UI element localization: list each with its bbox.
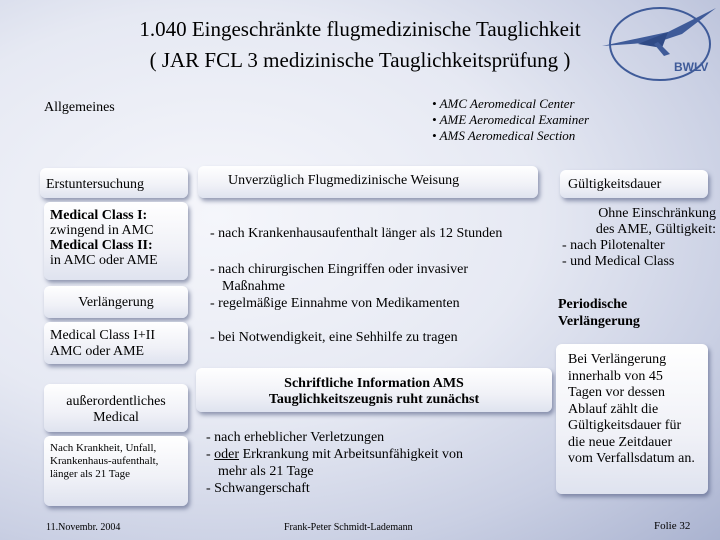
periodic-renewal-label: Periodische Verlängerung [558,297,640,329]
bwlv-logo [598,2,718,84]
instruction-box [198,166,538,198]
logo-text: BWLV [674,60,709,74]
footer-author: Frank-Peter Schmidt-Lademann [284,522,413,533]
validity-line-4: - und Medical Class [562,254,675,269]
condition-illness-rest: Erkrankung mit Arbeitsunfähigkeit von [239,447,464,462]
class1-text: zwingend in AMC [50,223,154,238]
extraordinary-detail-box [44,436,188,506]
condition-illness-or: oder [214,447,240,462]
validity-details [556,206,716,270]
renewal-label: Verlängerung [78,295,154,310]
footer-date: 11.Novembr. 2004 [46,522,121,533]
condition-pregnancy: - Schwangerschaft [206,481,310,496]
extraordinary-box [44,384,188,432]
page-title [60,14,660,76]
abbr-ame: • AME Aeromedical Examiner [432,112,590,127]
initial-exam-label: Erstuntersuchung [46,177,144,192]
condition-glasses: - bei Notwendigkeit, eine Sehhilfe zu tragen [210,330,458,345]
abbr-ams: • AMS Aeromedical Section [432,128,576,143]
validity-label: Gültigkeitsdauer [568,177,662,192]
condition-surgery: - nach chirurgischen Eingriffen oder invasiver [210,262,469,277]
renewal-class-title: Medical Class I+II [50,328,156,343]
condition-hospital: - nach Krankenhausaufenthalt länger als 12 Stunden [210,226,503,241]
initial-exam-box [40,168,188,198]
condition-medication: - regelmäßige Einnahme von Medikamenten [210,296,460,311]
general-label: Allgemeines [44,100,115,115]
abbr-amc: • AMC Aeromedical Center [432,96,575,111]
title-line-2: ( JAR FCL 3 medizinische Tauglichkeitsprüfung ) [149,48,571,72]
renewal-rule-box [556,344,708,494]
class1-title: Medical Class I: [50,208,148,223]
renewal-class-box [44,322,188,364]
extraordinary-detail-text: Nach Krankheit, Unfall, Krankenhaus-aufenthalt, länger als 21 Tage [50,442,159,480]
validity-line-3: - nach Pilotenalter [562,238,665,253]
title-line-1: 1.040 Eingeschränkte flugmedizinische Tauglichkeit [139,17,581,41]
condition-illness [206,447,463,463]
class-box [44,202,188,280]
footer-slide-number: Folie 32 [654,520,691,532]
instruction-label: Unverzüglich Flugmedizinische Weisung [228,173,460,188]
renewal-box [44,286,188,318]
class2-title: Medical Class II: [50,238,153,253]
ams-info-line2: Tauglichkeitszeugnis ruht zunächst [268,392,480,407]
validity-line-2: des AME, Gültigkeit: [595,222,716,237]
ams-info-line1: Schriftliche Information AMS [284,376,464,391]
validity-line-1: Ohne Einschränkung [598,206,716,221]
abbreviation-list [432,96,589,144]
validity-box [560,170,708,198]
condition-injury: - nach erheblicher Verletzungen [206,430,385,445]
extraordinary-label: außerordentliches Medical [66,394,166,425]
condition-illness-cont: mehr als 21 Tage [218,464,314,479]
renewal-class-text: AMC oder AME [50,344,145,359]
ams-info-box [196,368,552,412]
renewal-rule-text: Bei Verlängerung innerhalb von 45 Tagen vor dessen Ablauf zählt die Gültigkeitsdauer für die neue Zeitdauer vom Verfallsdatum an. [568,352,695,466]
class2-text: in AMC oder AME [50,253,158,268]
condition-illness-prefix: - [206,447,215,462]
condition-surgery-cont: Maßnahme [222,279,285,294]
